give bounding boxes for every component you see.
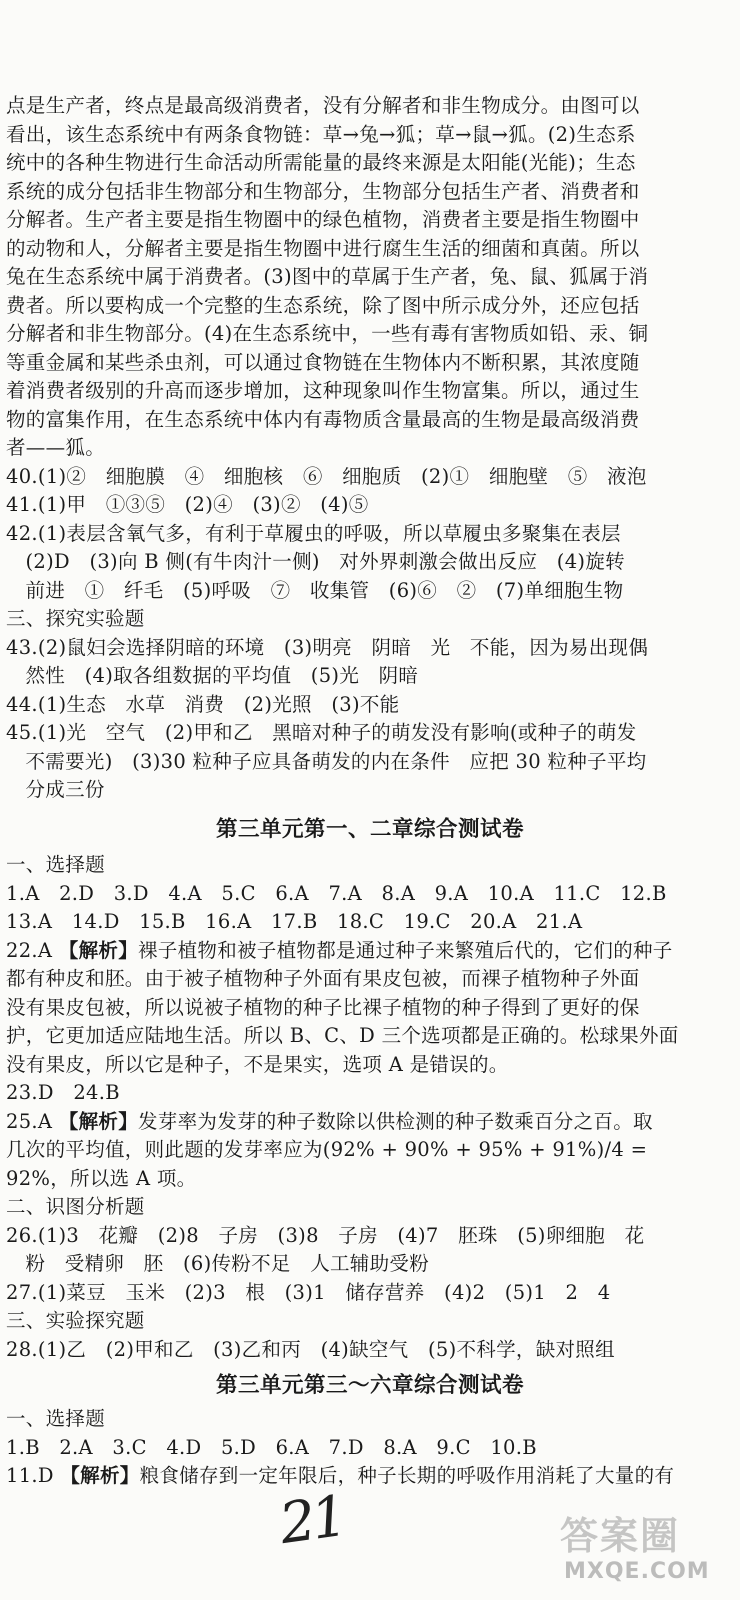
watermark-url: MXQE.COM	[564, 1559, 710, 1584]
text-line: 着消费者级别的升高而逐步增加，这种现象叫作生物富集。所以，通过生	[6, 379, 640, 402]
watermark-text: 答案圈	[560, 1514, 681, 1558]
answer-line: 几次的平均值，则此题的发芽率应为(92% + 90% + 95% + 91%)/4 =	[6, 1138, 648, 1161]
analysis-tag: 【解析】	[58, 1110, 138, 1133]
text-line: 物的富集作用，在生态系统中体内有毒物质含量最高的生物是最高级消费	[6, 408, 640, 431]
answer-line-q25	[6, 1109, 653, 1135]
section-heading: 二、识图分析题	[6, 1195, 145, 1218]
answer-line-q11	[6, 1463, 674, 1489]
text-line: 费者。所以要构成一个完整的生态系统，除了图中所示成分外，还应包括	[6, 294, 640, 317]
answer-line-q22	[6, 938, 673, 964]
answer-line: 13.A 14.D 15.B 16.A 17.B 18.C 19.C 20.A 21.A	[6, 910, 583, 933]
answer-line: 28.(1)乙 (2)甲和乙 (3)乙和丙 (4)缺空气 (5)不科学，缺对照组	[6, 1338, 615, 1361]
text-line: 分解者。生产者主要是指生物圈中的绿色植物，消费者主要是指生物圈中	[6, 208, 640, 231]
question-number: 25.A	[6, 1110, 59, 1133]
text-line: 统中的各种生物进行生命活动所需能量的最终来源是太阳能(光能)；生态	[6, 151, 636, 174]
section-heading: 一、选择题	[6, 853, 106, 876]
text-line: 的动物和人，分解者主要是指生物圈中进行腐生生活的细菌和真菌。所以	[6, 237, 640, 260]
section-heading: 三、实验探究题	[6, 1309, 145, 1332]
watermark-logo	[560, 1505, 735, 1595]
page-number: 21	[275, 1483, 348, 1558]
answer-line: 40.(1)② 细胞膜 ④ 细胞核 ⑥ 细胞质 (2)① 细胞壁 ⑤ 液泡	[6, 465, 647, 488]
question-number: 11.D	[6, 1464, 61, 1487]
answer-line: 然性 (4)取各组数据的平均值 (5)光 阴暗	[6, 664, 419, 687]
analysis-tag: 【解析】	[58, 939, 138, 962]
answer-line: 前进 ① 纤毛 (5)呼吸 ⑦ 收集管 (6)⑥ ② (7)单细胞生物	[6, 579, 624, 602]
analysis-text: 发芽率为发芽的种子数除以供检测的种子数乘百分之百。取	[138, 1110, 653, 1133]
answer-line: 44.(1)生态 水草 消费 (2)光照 (3)不能	[6, 693, 400, 716]
question-number: 22.A	[6, 939, 59, 962]
answer-line: 粉 受精卵 胚 (6)传粉不足 人工辅助受粉	[6, 1252, 429, 1275]
answer-line: 43.(2)鼠妇会选择阴暗的环境 (3)明亮 阴暗 光 不能，因为易出现偶	[6, 636, 649, 659]
answer-line: 分成三份	[6, 778, 105, 801]
section-title: 第三单元第一、二章综合测试卷	[215, 817, 524, 842]
text-line: 系统的成分包括非生物部分和生物部分，生物部分包括生产者、消费者和	[6, 180, 640, 203]
answer-line: 没有果皮，所以它是种子，不是果实，选项 A 是错误的。	[6, 1053, 509, 1076]
text-line: 等重金属和某些杀虫剂，可以通过食物链在生物体内不断积累，其浓度随	[6, 351, 640, 374]
text-line: 兔在生态系统中属于消费者。(3)图中的草属于生产者，兔、鼠、狐属于消	[6, 265, 649, 288]
answer-line: 92%，所以选 A 项。	[6, 1167, 197, 1190]
section-heading: 三、探究实验题	[6, 607, 145, 630]
analysis-tag: 【解析】	[60, 1464, 140, 1487]
answer-line: 1.A 2.D 3.D 4.A 5.C 6.A 7.A 8.A 9.A 10.A 11.C 12.B	[6, 882, 667, 905]
answer-line: 45.(1)光 空气 (2)甲和乙 黑暗对种子的萌发没有影响(或种子的萌发	[6, 721, 637, 744]
answer-line: 护，它更加适应陆地生活。所以 B、C、D 三个选项都是正确的。松球果外面	[6, 1024, 679, 1047]
text-line: 点是生产者，终点是最高级消费者，没有分解者和非生物成分。由图可以	[6, 94, 640, 117]
text-line: 分解者和非生物部分。(4)在生态系统中，一些有毒有害物质如铅、汞、铜	[6, 322, 649, 345]
answer-line: 不需要光) (3)30 粒种子应具备萌发的内在条件 应把 30 粒种子平均	[6, 750, 647, 773]
answer-line: 23.D 24.B	[6, 1081, 120, 1104]
answer-line: 42.(1)表层含氧气多，有利于草履虫的呼吸，所以草履虫多聚集在表层	[6, 522, 621, 545]
answer-line: 1.B 2.A 3.C 4.D 5.D 6.A 7.D 8.A 9.C 10.B	[6, 1436, 537, 1459]
text-line: 看出，该生态系统中有两条食物链：草→兔→狐；草→鼠→狐。(2)生态系	[6, 123, 636, 146]
answer-line: 27.(1)菜豆 玉米 (2)3 根 (3)1 储存营养 (4)2 (5)1 2 4	[6, 1281, 611, 1304]
analysis-text: 裸子植物和被子植物都是通过种子来繁殖后代的，它们的种子	[138, 939, 673, 962]
answer-line: 都有种皮和胚。由于被子植物种子外面有果皮包被，而裸子植物种子外面	[6, 967, 640, 990]
section-heading: 一、选择题	[6, 1407, 106, 1430]
text-line: 者——狐。	[6, 436, 105, 459]
answer-line: (2)D (3)向 B 侧(有牛肉汁一侧) 对外界刺激会做出反应 (4)旋转	[6, 550, 625, 573]
analysis-text: 粮食储存到一定年限后，种子长期的呼吸作用消耗了大量的有	[139, 1464, 675, 1487]
answer-line: 没有果皮包被，所以说被子植物的种子比裸子植物的种子得到了更好的保	[6, 996, 640, 1019]
section-title: 第三单元第三～六章综合测试卷	[215, 1373, 524, 1398]
answer-line: 41.(1)甲 ①③⑤ (2)④ (3)② (4)⑤	[6, 493, 369, 516]
answer-line: 26.(1)3 花瓣 (2)8 子房 (3)8 子房 (4)7 胚珠 (5)卵细胞 花	[6, 1224, 645, 1247]
